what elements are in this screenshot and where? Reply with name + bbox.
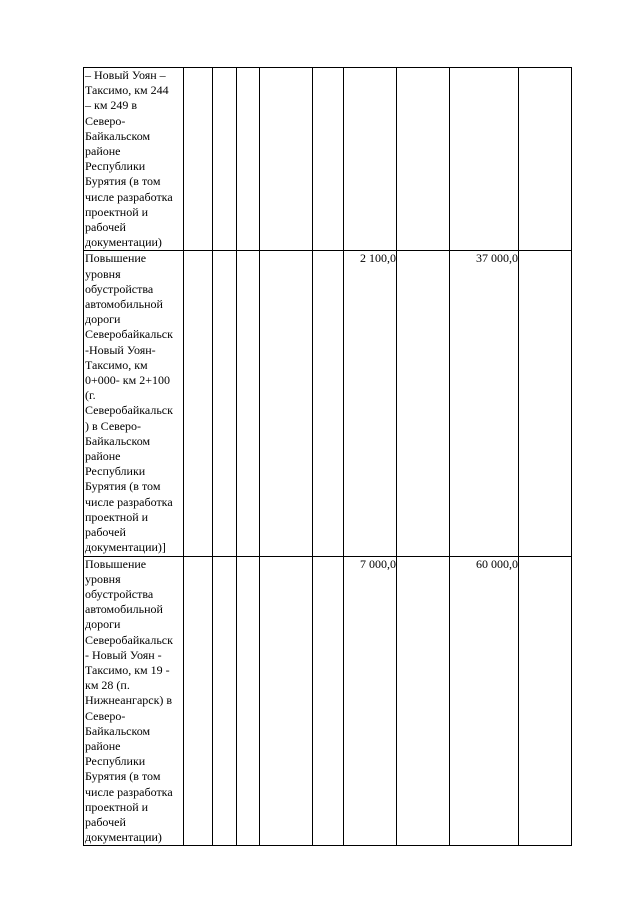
- table-row: [84, 556, 572, 846]
- description-text: Повышение уровня обустройства автомобильной дороги Северобайкальск - Новый Уоян - Таксимо, км 19 - км 28 (п. Нижнеангарск) в Северо- Байкальском районе Республики Бурятия (в том числе разработка проектной и рабочей документации): [85, 556, 173, 845]
- table-row: [84, 68, 572, 251]
- value-b-cell: [450, 68, 519, 251]
- empty-cell: [260, 556, 313, 846]
- empty-cell: [184, 68, 213, 251]
- description-cell: [84, 68, 184, 251]
- value-b-cell: 60 000,0: [450, 556, 519, 846]
- empty-cell: [519, 68, 572, 251]
- empty-cell: [313, 68, 344, 251]
- empty-cell: [519, 556, 572, 846]
- description-cell: [84, 251, 184, 556]
- empty-cell: [397, 251, 450, 556]
- empty-cell: [184, 556, 213, 846]
- empty-cell: [213, 556, 237, 846]
- empty-cell: [260, 251, 313, 556]
- empty-cell: [519, 251, 572, 556]
- description-cell: [84, 556, 184, 846]
- value-b-cell: 37 000,0: [450, 251, 519, 556]
- empty-cell: [237, 251, 260, 556]
- empty-cell: [397, 68, 450, 251]
- empty-cell: [397, 556, 450, 846]
- value-a-cell: [344, 68, 397, 251]
- empty-cell: [184, 251, 213, 556]
- description-text: – Новый Уоян – Таксимо, км 244 – км 249 в Северо- Байкальском районе Республики Бурятия (в том числе разработка проектной и рабочей документации): [85, 68, 173, 250]
- empty-cell: [313, 251, 344, 556]
- value-a-cell: 7 000,0: [344, 556, 397, 846]
- empty-cell: [237, 556, 260, 846]
- empty-cell: [237, 68, 260, 251]
- description-text: Повышение уровня обустройства автомобильной дороги Северобайкальск -Новый Уоян- Таксимо, км 0+000- км 2+100 (г. Северобайкальск ) в Северо- Байкальском районе Республики Бурятия (в том числе разработка проектной и рабочей документации)]: [85, 251, 173, 555]
- budget-table: [83, 67, 572, 846]
- empty-cell: [213, 68, 237, 251]
- value-a-cell: 2 100,0: [344, 251, 397, 556]
- empty-cell: [313, 556, 344, 846]
- empty-cell: [213, 251, 237, 556]
- table-row: [84, 251, 572, 556]
- empty-cell: [260, 68, 313, 251]
